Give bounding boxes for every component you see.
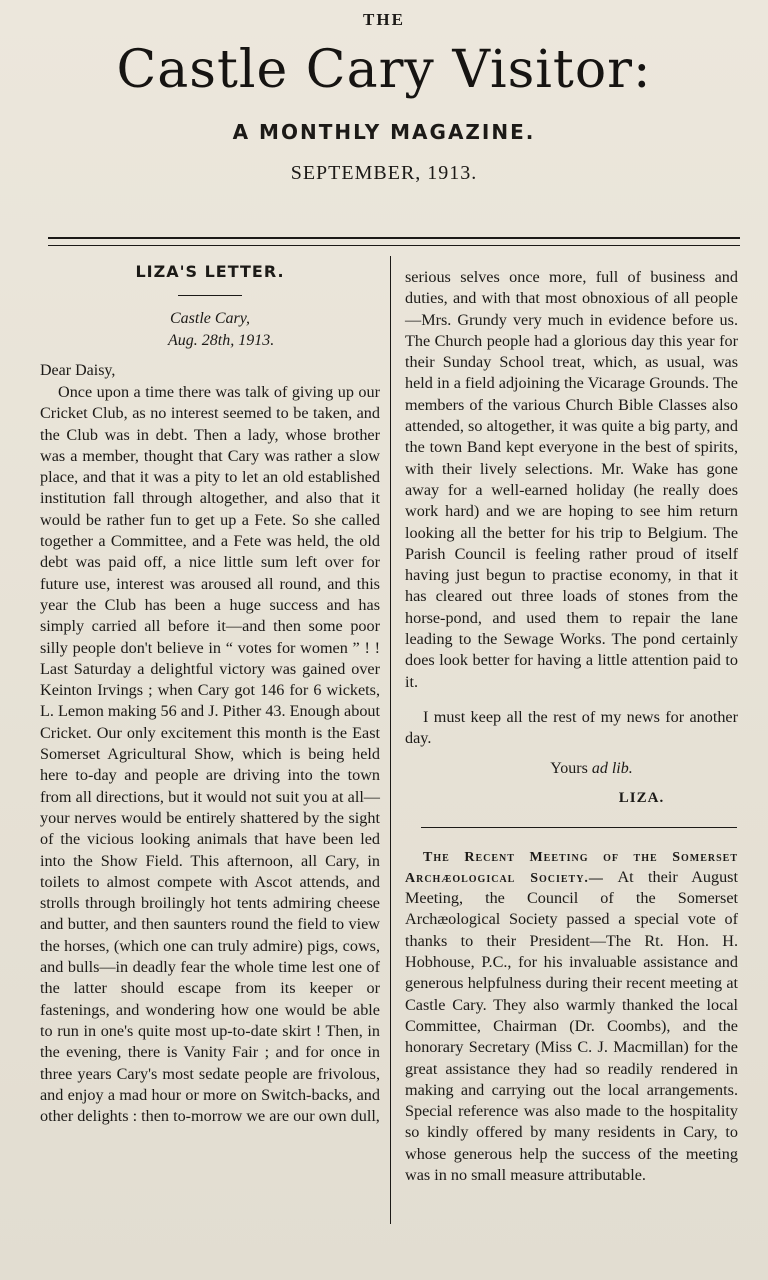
right-column (405, 265, 738, 1186)
left-column (40, 258, 380, 1127)
article-paragraph (405, 846, 738, 1187)
magazine-subtitle: A MONTHLY MAGAZINE. (232, 120, 536, 144)
signoff-italic: ad lib. (591, 759, 633, 777)
letter-paragraph-left: Once upon a time there was talk of giving up our Cricket Club, as no interest seemed to be taken, and the Club was in debt. Then a lady, whose brother was a member, thought that Cary was rather a slow place, and that it was a pity to let an old established institution fall through altogether, and also that it would be rather fun to get up a Fete. So she called together a Committee, and a Fete was held, the old debt was paid off, a nice little sum left over for future use, interest was aroused all round, and this year the Club has been a huge success and has simply carried all before it—and then some poor silly people don't believe in “ votes for women ” ! ! Last Saturday a delightful victory was gained over Keinton Irvings ; when Cary got 146 for 6 wickets, L. Lemon making 56 and J. Pither 43. Enough about Cricket. Our only excitement this month is the East Somerset Agricultural Show, which is being held here to-day and people are driving into the town from all directions, but it would not suit you at all—your nerves would be entirely shattered by the sight of the vicious looking animals that have been led into the Show Field. This afternoon, all Cary, in toilets to almost compete with Ascot attends, and strolls through broilingly hot tents admiring cheese and butter, and then saunters round the field to view the horses, (which one can truly admire) pigs, cows, and bulls—in deadly fear the whole time lest one of the latter should escape from its keeper or fastenings, and wondering how one would be able to run in one's quite most up-to-date skirt ! Then, in the evening, there is Vanity Fair ; and for once in three years Cary's most sedate people are frivolous, and enjoy a mad hour or more on Switch-backs, and other delights : then to-morrow we are our own dull, (40, 383, 380, 1126)
article-rule (421, 827, 737, 828)
letter-signature: LIZA. (618, 789, 665, 806)
letter-signoff (405, 760, 738, 778)
masthead-rule (48, 237, 740, 246)
column-divider (390, 256, 391, 1224)
letter-place: Castle Cary, (169, 310, 250, 327)
letter-salutation: Dear Daisy, (40, 362, 116, 379)
letter-closing: I must keep all the rest of my news for another day. (405, 707, 738, 748)
magazine-title: Castle Cary Visitor: (116, 40, 652, 100)
heading-rule (178, 295, 242, 296)
letter-paragraph-right: serious selves once more, full of business and duties, and with that most obnoxious of all people—Mrs. Grundy very much in evidence before us. The Church people had a glorious day this year for their Sunday School treat, which, as usual, was held in a field adjoining the Vicarage Grounds. The members of the various Church Bible Classes also attended, so altogether, it was quite a big party, and the town Band kept everyone in the best of spirits, with their lively selections. Mr. Wake has gone away for a well-earned holiday (he really does work hard) and we are hoping to see him return looking all the better for his trip to Belgium. The Parish Council is feeling rather proud of itself having just begun to practise economy, in that it has cleared out three loads of stones from the horse-pond, and used them to repair the lane leading to the Sewage Works. The pond certainly does look better for having a little attention paid to it. (405, 268, 738, 691)
issue-date: SEPTEMBER, 1913. (290, 162, 478, 184)
masthead (0, 8, 768, 185)
signoff-text: Yours (550, 759, 588, 777)
letter-date: Aug. 28th, 1913. (168, 332, 275, 349)
letter-heading: LIZA'S LETTER. (135, 262, 285, 281)
masthead-the: THE (363, 10, 405, 29)
article-body: At their August Meeting, the Council of the Somerset Archæological Society passed a special vote of thanks to their President—The Rt. Hon. H. Hobhouse, P.C., for his invaluable assistance and generous helpfulness during their recent meeting at Castle Cary. They also warmly thanked the local Committee, Chairman (Dr. Coombs), and the honorary Secretary (Miss C. J. Macmillan) for the great assistance they had so readily rendered in making and carrying out the local arrangements. Special reference was also made to the hospitality so kindly offered by many residents in Cary, to whose generous help the success of the meeting was in no small measure attributable. (405, 867, 738, 1184)
article-heading: The Recent Meeting of the Somerset Archæological Society.— (405, 849, 738, 886)
